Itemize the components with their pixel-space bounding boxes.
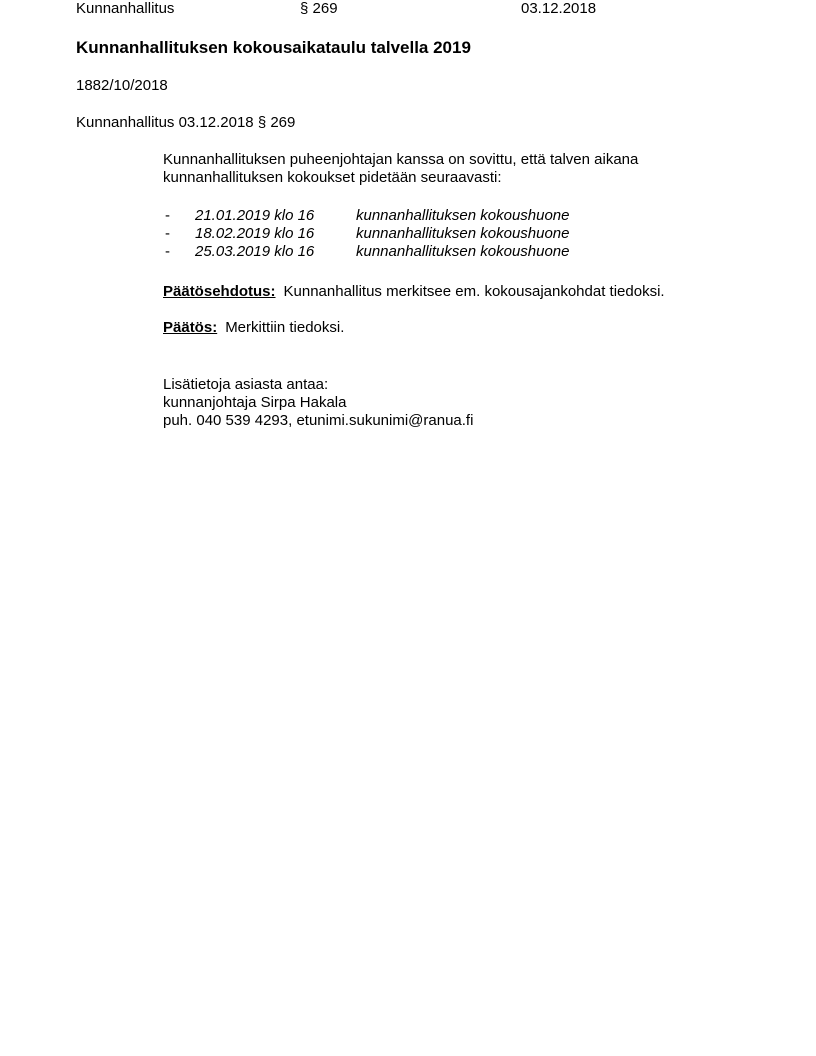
contact-line-3: puh. 040 539 4293, etunimi.sukunimi@ranua.fi bbox=[163, 412, 474, 429]
header-section-number: § 269 bbox=[300, 0, 338, 17]
header-date: 03.12.2018 bbox=[521, 0, 597, 17]
intro-paragraph bbox=[163, 151, 783, 187]
meeting-datetime: 21.01.2019 klo 16 bbox=[195, 207, 315, 224]
contact-line-2: kunnanjohtaja Sirpa Hakala bbox=[163, 394, 347, 411]
decision-text: Merkittiin tiedoksi. bbox=[225, 319, 345, 336]
list-bullet: - bbox=[165, 243, 170, 260]
intro-line-1: Kunnanhallituksen puheenjohtajan kanssa on sovittu, että talven aikana bbox=[163, 151, 639, 168]
contact-line-1: Lisätietoja asiasta antaa: bbox=[163, 376, 329, 393]
proposal-text: Kunnanhallitus merkitsee em. kokousajankohdat tiedoksi. bbox=[283, 283, 665, 300]
list-bullet: - bbox=[165, 207, 170, 224]
header-organization: Kunnanhallitus bbox=[76, 0, 175, 17]
meeting-datetime: 25.03.2019 klo 16 bbox=[195, 243, 315, 260]
proposal-label: Päätösehdotus: bbox=[163, 283, 276, 300]
meeting-line: Kunnanhallitus 03.12.2018 § 269 bbox=[76, 114, 296, 131]
decision bbox=[163, 319, 783, 337]
list-bullet: - bbox=[165, 225, 170, 242]
decision-label: Päätös: bbox=[163, 319, 218, 336]
decision-proposal bbox=[163, 283, 783, 301]
meeting-place: kunnanhallituksen kokoushuone bbox=[356, 225, 570, 242]
list-item bbox=[163, 243, 763, 261]
document-title: Kunnanhallituksen kokousaikataulu talvella 2019 bbox=[76, 38, 471, 57]
meeting-place: kunnanhallituksen kokoushuone bbox=[356, 243, 570, 260]
list-item bbox=[163, 225, 763, 243]
contact-info bbox=[163, 376, 783, 430]
document-header bbox=[0, 0, 816, 18]
meeting-place: kunnanhallituksen kokoushuone bbox=[356, 207, 570, 224]
meeting-datetime: 18.02.2019 klo 16 bbox=[195, 225, 315, 242]
meeting-dates-list bbox=[163, 207, 763, 261]
reference-number: 1882/10/2018 bbox=[76, 77, 168, 94]
list-item bbox=[163, 207, 763, 225]
intro-line-2: kunnanhallituksen kokoukset pidetään seuraavasti: bbox=[163, 169, 502, 186]
